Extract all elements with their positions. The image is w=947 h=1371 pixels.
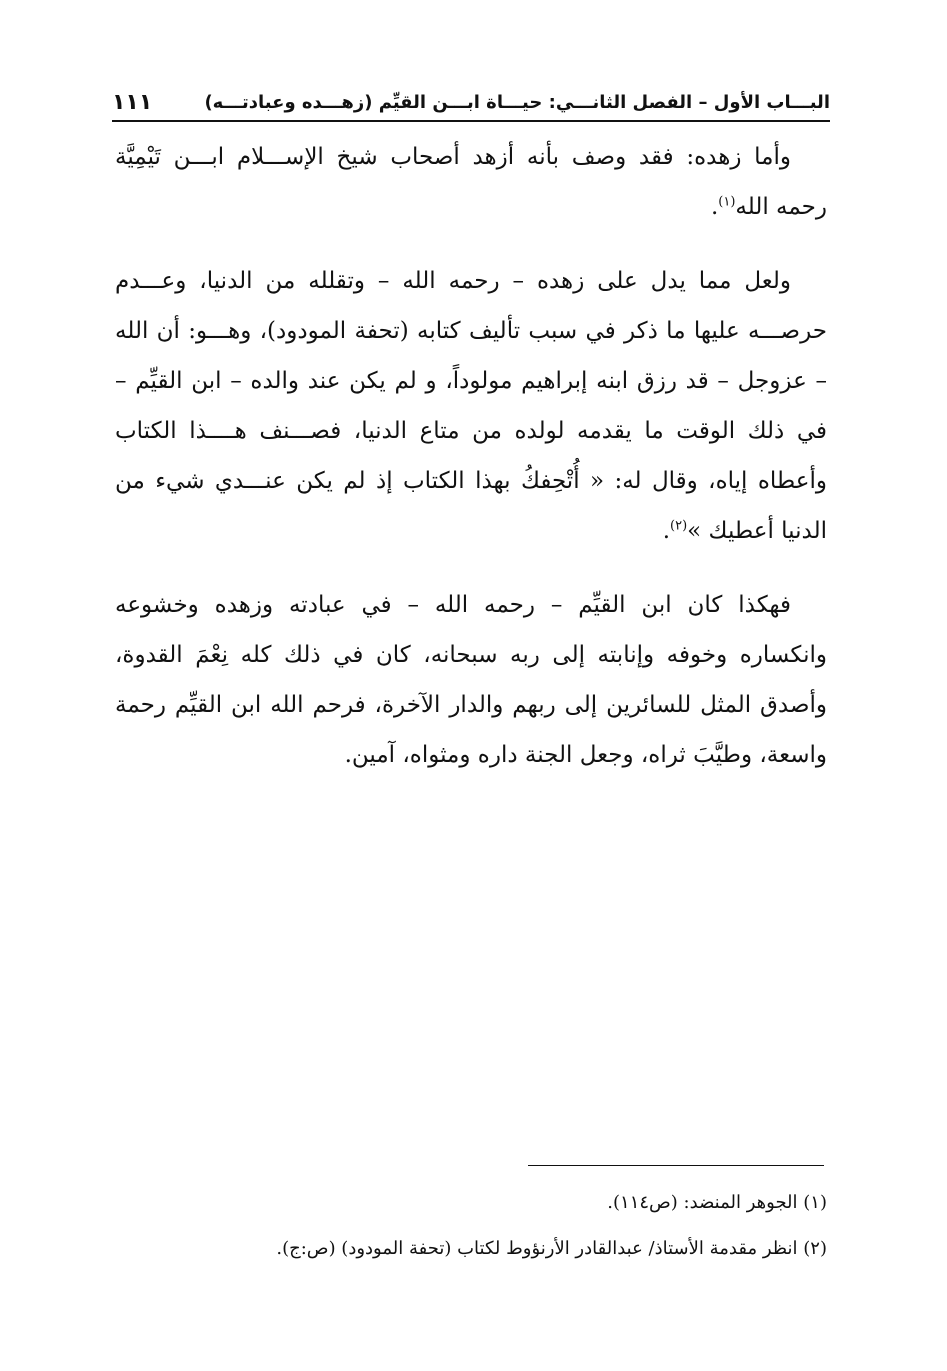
paragraph-text: ولعل مما يدل على زهده – رحمه الله – وتقلله من الدنيا، وعـــدم حرصـــه عليها ما ذكر في سبب تأليف كتابه (تحفة المودود)، وهـــو: أن الله – عزوجل – قد رزق ابنه إبراهيم مولوداً، و لم يكن عند والده – ابن القيِّم – في ذلك الوقت ما يقدمه لولده من متاع الدنيا، فصـــنف هــــذا الكتاب وأعطاه إياه، وقال له: « أُتْحِفكُ بهذا الكتاب إذ لم يكن عنـــدي شيء من الدنيا أعطيك » [115,268,827,544]
paragraph-conclusion [115,580,827,780]
paragraph-end: . [710,194,719,220]
paragraph-text: وأما زهده: فقد وصف بأنه أزهد أصحاب شيخ الإســـلام ابـــن تَيْمِيَّة رحمه الله [115,144,827,220]
footnote-1: (١) الجوهر المنضد: (ص١١٤). [607,1192,827,1213]
header-title: البـــاب الأول – الفصل الثانـــي: حيـــاة ابـــن القيِّم (زهـــده وعبادتـــه) [204,91,830,113]
footnote-separator [528,1165,824,1166]
paragraph-text: فهكذا كان ابن القيِّم – رحمه الله – في عبادته وزهده وخشوعه وانكساره وخوفه وإنابته إلى ربه سبحانه، كان في ذلك كله نِعْمَ القدوة، وأصدق المثل للسائرين إلى ربهم والدار الآخرة، فرحم الله ابن القيِّم رحمة واسعة، وطيَّبَ ثراه، وجعل الجنة داره ومثواه، آمين. [115,592,827,768]
footnote-reference: (٢) [670,518,688,534]
running-header [112,84,830,122]
paragraph-end: . [662,518,671,544]
main-text [115,132,827,804]
paragraph-zuhd [115,132,827,232]
footnote-reference: (١) [718,194,736,210]
footnote-2: (٢) انظر مقدمة الأستاذ/ عبدالقادر الأرنؤوط لكتاب (تحفة المودود) (ص:ج). [276,1238,827,1259]
footnotes [115,1180,827,1272]
paragraph-tuhfat-al-mawdud [115,256,827,556]
page-number: ١١١ [112,89,153,115]
